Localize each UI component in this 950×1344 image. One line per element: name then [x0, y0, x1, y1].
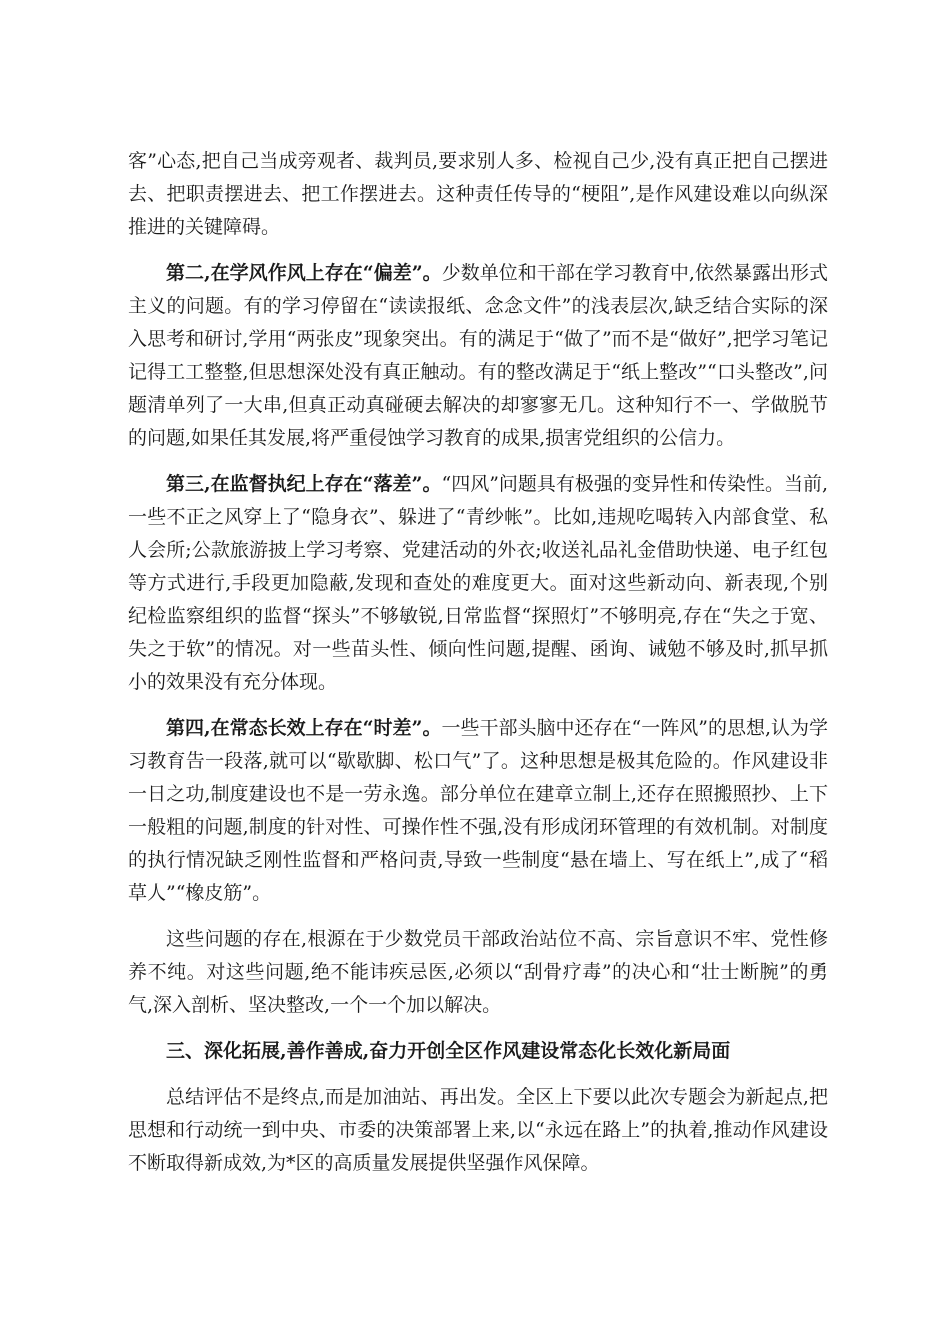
paragraph-root-cause	[128, 923, 828, 1022]
document-body	[128, 145, 828, 1193]
paragraph-continuation	[128, 145, 828, 244]
paragraph-text: 一些干部头脑中还存在“一阵风”的思想,认为学习教育告一段落,就可以“歇歇脚、松口气”了。这种思想是极其危险的。作风建设非一日之功,制度建设也不是一劳永逸。部分单位在建章立制上,还存在照搬照抄、上下一般粗的问题,制度的针对性、可操作性不强,没有形成闭环管理的有效机制。对制度的执行情况缺乏刚性监督和严格问责,导致一些制度“悬在墙上、写在纸上”,成了“稻草人”“橡皮筋”。	[128, 717, 828, 904]
paragraph-lead: 第二,在学风作风上存在“偏差”。	[166, 262, 442, 284]
paragraph-text: 这些问题的存在,根源在于少数党员干部政治站位不高、宗旨意识不牢、党性修养不纯。对这些问题,绝不能讳疾忌医,必须以“刮骨疗毒”的决心和“壮士断腕”的勇气,深入剖析、坚决整改,一个一个加以解决。	[128, 928, 828, 1016]
paragraph-fourth-issue	[128, 712, 828, 910]
paragraph-text: “四风”问题具有极强的变异性和传染性。当前,一些不正之风穿上了“隐身衣”、躲进了“青纱帐”。比如,违规吃喝转入内部食堂、私人会所;公款旅游披上学习考察、党建活动的外衣;收送礼品礼金借助快递、电子红包等方式进行,手段更加隐蔽,发现和查处的难度更大。面对这些新动向、新表现,个别纪检监察组织的监督“探头”不够敏锐,日常监督“探照灯”不够明亮,存在“失之于宽、失之于软”的情况。对一些苗头性、倾向性问题,提醒、函询、诫勉不够及时,抓早抓小的效果没有充分体现。	[128, 473, 828, 693]
paragraph-lead: 第三,在监督执纪上存在“落差”。	[166, 473, 442, 495]
paragraph-text: 客”心态,把自己当成旁观者、裁判员,要求别人多、检视自己少,没有真正把自己摆进去、把职责摆进去、把工作摆进去。这种责任传导的“梗阻”,是作风建设难以向纵深推进的关键障碍。	[128, 150, 828, 238]
paragraph-closing: 总结评估不是终点,而是加油站、再出发。全区上下要以此次专题会为新起点,把思想和行动统一到中央、市委的决策部署上来,以“永远在路上”的执着,推动作风建设不断取得新成效,为*区的高质量发展提供坚强作风保障。	[128, 1086, 828, 1174]
paragraph-third-issue	[128, 468, 828, 699]
section-heading: 三、深化拓展,善作善成,奋力开创全区作风建设常态化长效化新局面	[166, 1040, 731, 1062]
paragraph-text: 少数单位和干部在学习教育中,依然暴露出形式主义的问题。有的学习停留在“读读报纸、念念文件”的浅表层次,缺乏结合实际的深入思考和研讨,学用“两张皮”现象突出。有的满足于“做了”而不是“做好”,把学习笔记记得工工整整,但思想深处没有真正触动。有的整改满足于“纸上整改”“口头整改”,问题清单列了一大串,但真正动真碰硬去解决的却寥寥无几。这种知行不一、学做脱节的问题,如果任其发展,将严重侵蚀学习教育的成果,损害党组织的公信力。	[128, 262, 828, 449]
paragraph-lead: 第四,在常态长效上存在“时差”。	[166, 717, 442, 739]
paragraph-second-issue	[128, 257, 828, 455]
